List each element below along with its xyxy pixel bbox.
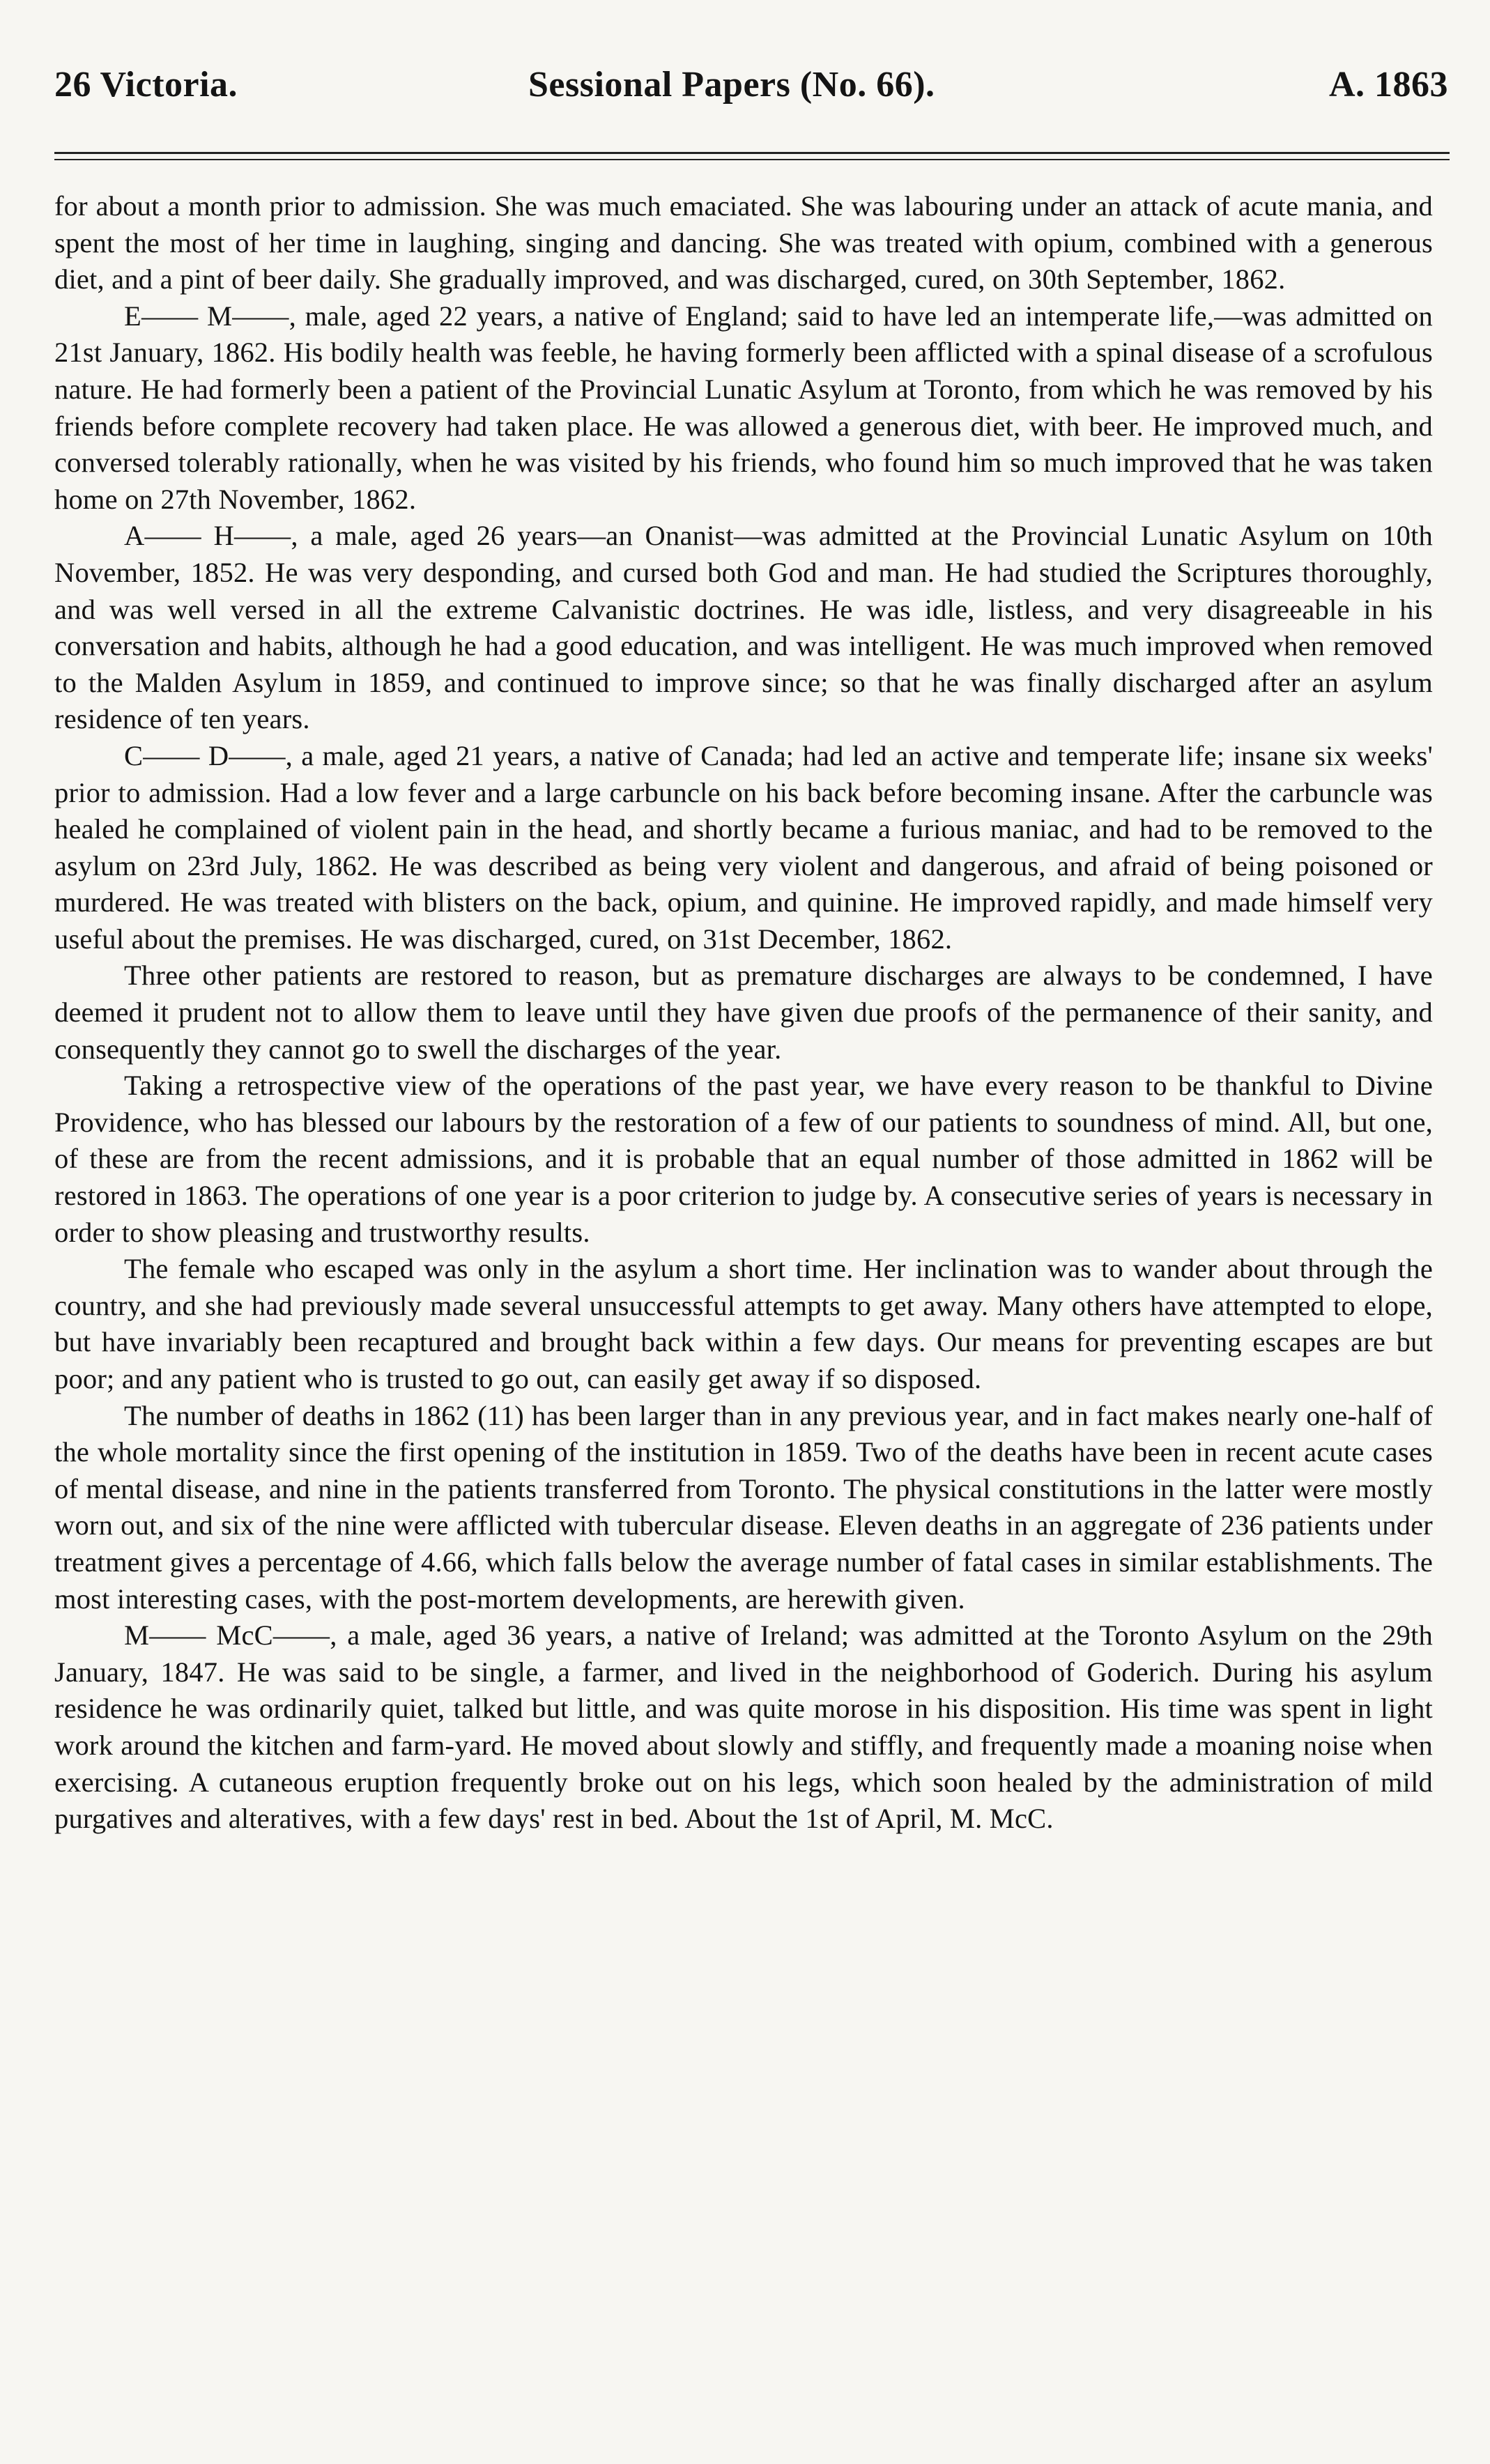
body-text bbox=[54, 188, 1433, 1838]
paragraph-deaths: The number of deaths in 1862 (11) has been larger than in any previous year, and in fact makes nearly one-half of the whole mortality since the first opening of the institution in 1859. Two of the deaths have been in recent acute cases of mental disease, and nine in the patients transferred from Toronto. The physical constitutions in the latter were mostly worn out, and six of the nine were afflicted with tubercular disease. Eleven deaths in an aggregate of 236 patients under treatment gives a percentage of 4.66, which falls below the average number of fatal cases in similar establishments. The most interesting cases, with the post-mortem developments, are herewith given. bbox=[54, 1399, 1433, 1615]
paragraph-case-e-m: E—— M——, male, aged 22 years, a native of England; said to have led an intemperate life,—was admitted on 21st January, 1862. His bodily health was feeble, he having formerly been afflicted with a spinal disease of a scrofulous nature. He had formerly been a patient of the Provincial Lunatic Asylum at Toronto, from which he was removed by his friends before complete recovery had taken place. He was allowed a generous diet, with beer. He improved much, and conversed tolerably rationally, when he was visited by his friends, who found him so much improved that he was taken home on 27th November, 1862. bbox=[54, 300, 1433, 515]
paragraph-continuation: for about a month prior to admission. She was much emaciated. She was labouring under an attack of acute mania, and spent the most of her time in laughing, singing and dancing. She was treated with opium, combined with a generous diet, and a pint of beer daily. She gradually improved, and was discharged, cured, on 30th September, 1862. bbox=[54, 190, 1433, 295]
header-year: A. 1863 bbox=[1328, 65, 1448, 105]
paragraph-retrospective: Taking a retrospective view of the operations of the past year, we have every reason to be thankful to Divine Providence, who has blessed our labours by the restoration of a few of our patients to soundness of mind. All, but one, of these are from the recent admissions, and it is probable that an equal number of those admitted in 1862 will be restored in 1863. The operations of one year is a poor criterion to judge by. A consecutive series of years is necessary in order to show pleasing and trustworthy results. bbox=[54, 1070, 1433, 1248]
header-title: Sessional Papers (No. 66). bbox=[528, 65, 935, 105]
header-rule-bottom bbox=[54, 159, 1450, 160]
paragraph-other-patients: Three other patients are restored to reason, but as premature discharges are always to be condemned, I have deemed it prudent not to allow them to leave until they have given due proofs of the permanence of their sanity, and consequently they cannot go to swell the discharges of the year. bbox=[54, 960, 1433, 1065]
header-rule-top bbox=[54, 152, 1450, 154]
running-header bbox=[54, 64, 1448, 120]
paragraph-case-m-mcc: M—— McC——, a male, aged 36 years, a native of Ireland; was admitted at the Toronto Asylum on the 29th January, 1847. He was said to be single, a farmer, and lived in the neighborhood of Goderich. During his asylum residence he was ordinarily quiet, talked but little, and was quite morose in his disposition. His time was spent in light work around the kitchen and farm-yard. He moved about slowly and stiffly, and frequently made a moaning noise when exercising. A cutaneous eruption frequently broke out on his legs, which soon healed by the administration of mild purgatives and alteratives, with a few days' rest in bed. About the 1st of April, M. McC. bbox=[54, 1619, 1433, 1835]
paragraph-case-c-d: C—— D——, a male, aged 21 years, a native of Canada; had led an active and temperate life; insane six weeks' prior to admission. Had a low fever and a large carbuncle on his back before becoming insane. After the carbuncle was healed he complained of violent pain in the head, and shortly became a furious maniac, and had to be removed to the asylum on 23rd July, 1862. He was described as being very violent and dangerous, and afraid of being poisoned or murdered. He was treated with blisters on the back, opium, and quinine. He improved rapidly, and made himself very useful about the premises. He was discharged, cured, on 31st December, 1862. bbox=[54, 739, 1433, 955]
paragraph-escape: The female who escaped was only in the asylum a short time. Her inclination was to wander about through the country, and she had previously made several unsuccessful attempts to get away. Many others have attempted to elope, but have invariably been recaptured and brought back within a few days. Our means for preventing escapes are but poor; and any patient who is trusted to go out, can easily get away if so disposed. bbox=[54, 1253, 1433, 1394]
paragraph-case-a-h: A—— H——, a male, aged 26 years—an Onanist—was admitted at the Provincial Lunatic Asylum on 10th November, 1852. He was very desponding, and cursed both God and man. He had studied the Scriptures thoroughly, and was well versed in all the extreme Calvanistic doctrines. He was idle, listless, and very disagreeable in his conversation and habits, although he had a good education, and was intelligent. He was much improved when removed to the Malden Asylum in 1859, and continued to improve since; so that he was finally discharged after an asylum residence of ten years. bbox=[54, 520, 1433, 735]
header-volume: 26 Victoria. bbox=[54, 65, 238, 105]
